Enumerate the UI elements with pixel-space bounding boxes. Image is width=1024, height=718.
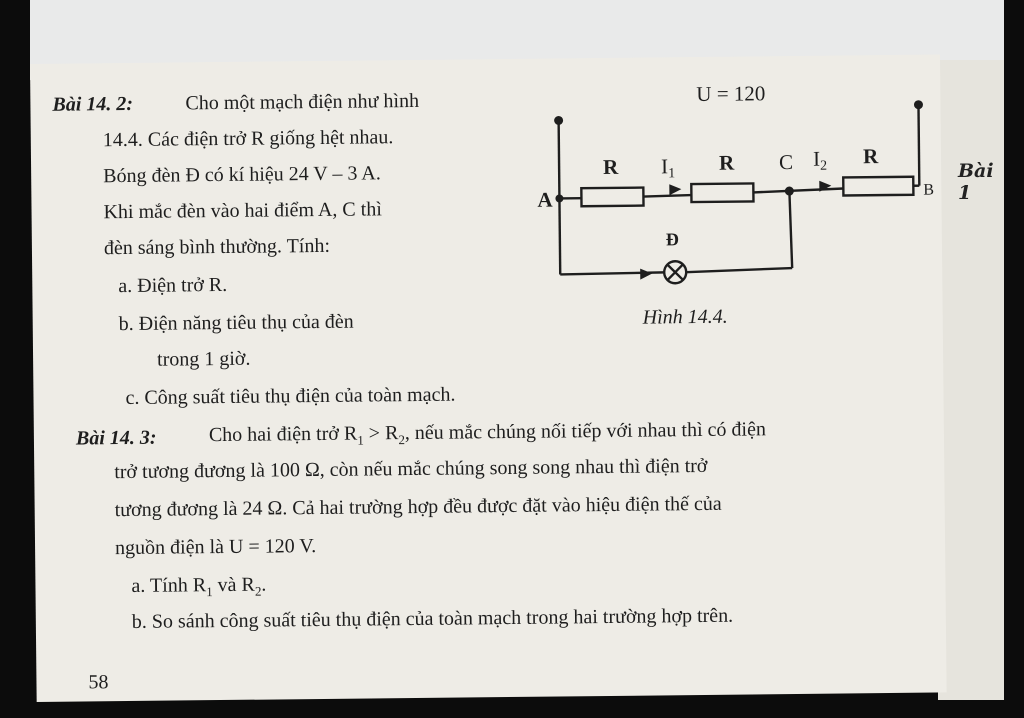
next-page-fragment: Bài 1 [958, 160, 994, 204]
problem-14-2-label: Bài 14. 2: [52, 92, 134, 116]
node-a-dot [555, 194, 563, 202]
wire-bottom-right [686, 268, 792, 272]
problem-14-2-line-1: Cho một mạch điện như hình [185, 89, 420, 115]
wire-right [918, 105, 919, 186]
page-number: 58 [88, 671, 109, 694]
lamp-label: Đ [665, 229, 679, 250]
voltage-label: U = 120 [696, 81, 766, 107]
terminal-right [914, 100, 923, 109]
node-a-label: A [537, 187, 553, 212]
arrow-lamp [640, 268, 652, 279]
arrow-i1 [669, 184, 681, 195]
problem-14-2-item-c: c. Công suất tiêu thụ điện của toàn mạch. [125, 383, 456, 410]
circuit-diagram [510, 75, 933, 329]
r1-label: R [602, 154, 619, 180]
problem-14-3-line-2: trở tương đương là 100 Ω, còn nếu mắc chúng song song nhau thì điện trở [114, 454, 708, 484]
r3-label: R [862, 144, 879, 169]
i2-label: I2 [812, 146, 828, 174]
problem-14-2-item-b-cont: trong 1 giờ. [156, 347, 251, 371]
terminal-left [554, 116, 563, 125]
node-c-label: C [778, 150, 794, 175]
problem-14-2-line-5: đèn sáng bình thường. Tính: [103, 234, 331, 260]
problem-14-3-line-3: tương đương là 24 Ω. Cả hai trường hợp đều được đặt vào hiệu điện thế của [114, 492, 722, 522]
problem-14-2-line-4: Khi mắc đèn vào hai điểm A, C thì [103, 198, 382, 224]
node-b-label: B [923, 181, 935, 199]
wire-c-down [789, 191, 792, 268]
node-c-dot [785, 187, 794, 196]
problem-14-3-item-b: b. So sánh công suất tiêu thụ điện của toàn mạch trong hai trường hợp trên. [131, 604, 734, 633]
wire-r1-r2 [643, 195, 691, 197]
problem-14-3-line-1: Cho hai điện trở $R_1 > R_2$, nếu mắc chúng nối tiếp với nhau thì có điện [208, 418, 766, 448]
problem-14-3-label: Bài 14. 3: [75, 426, 157, 450]
problem-14-3-item-a: a. Tính $R_1$ và $R_2$. [131, 573, 267, 600]
problem-14-2-line-3: Bóng đèn Đ có kí hiệu 24 V – 3 A. [103, 162, 381, 188]
resistor-3 [843, 177, 913, 196]
problem-14-3-line-4: nguồn điện là U = 120 V. [114, 535, 317, 560]
textbook-page [30, 54, 947, 701]
i1-label: I1 [660, 154, 676, 182]
wire-r2-r3 [753, 188, 843, 192]
problem-14-2-item-b: b. Điện năng tiêu thụ của đèn [118, 310, 354, 336]
adjacent-page [938, 60, 1004, 700]
resistor-1 [581, 188, 643, 207]
problem-14-2-item-a: a. Điện trở R. [118, 273, 228, 298]
r2-label: R [718, 150, 735, 175]
resistor-2 [691, 183, 753, 202]
problem-14-2-line-2: 14.4. Các điện trở R giống hệt nhau. [102, 126, 394, 152]
figure-caption: Hình 14.4. [642, 305, 728, 329]
